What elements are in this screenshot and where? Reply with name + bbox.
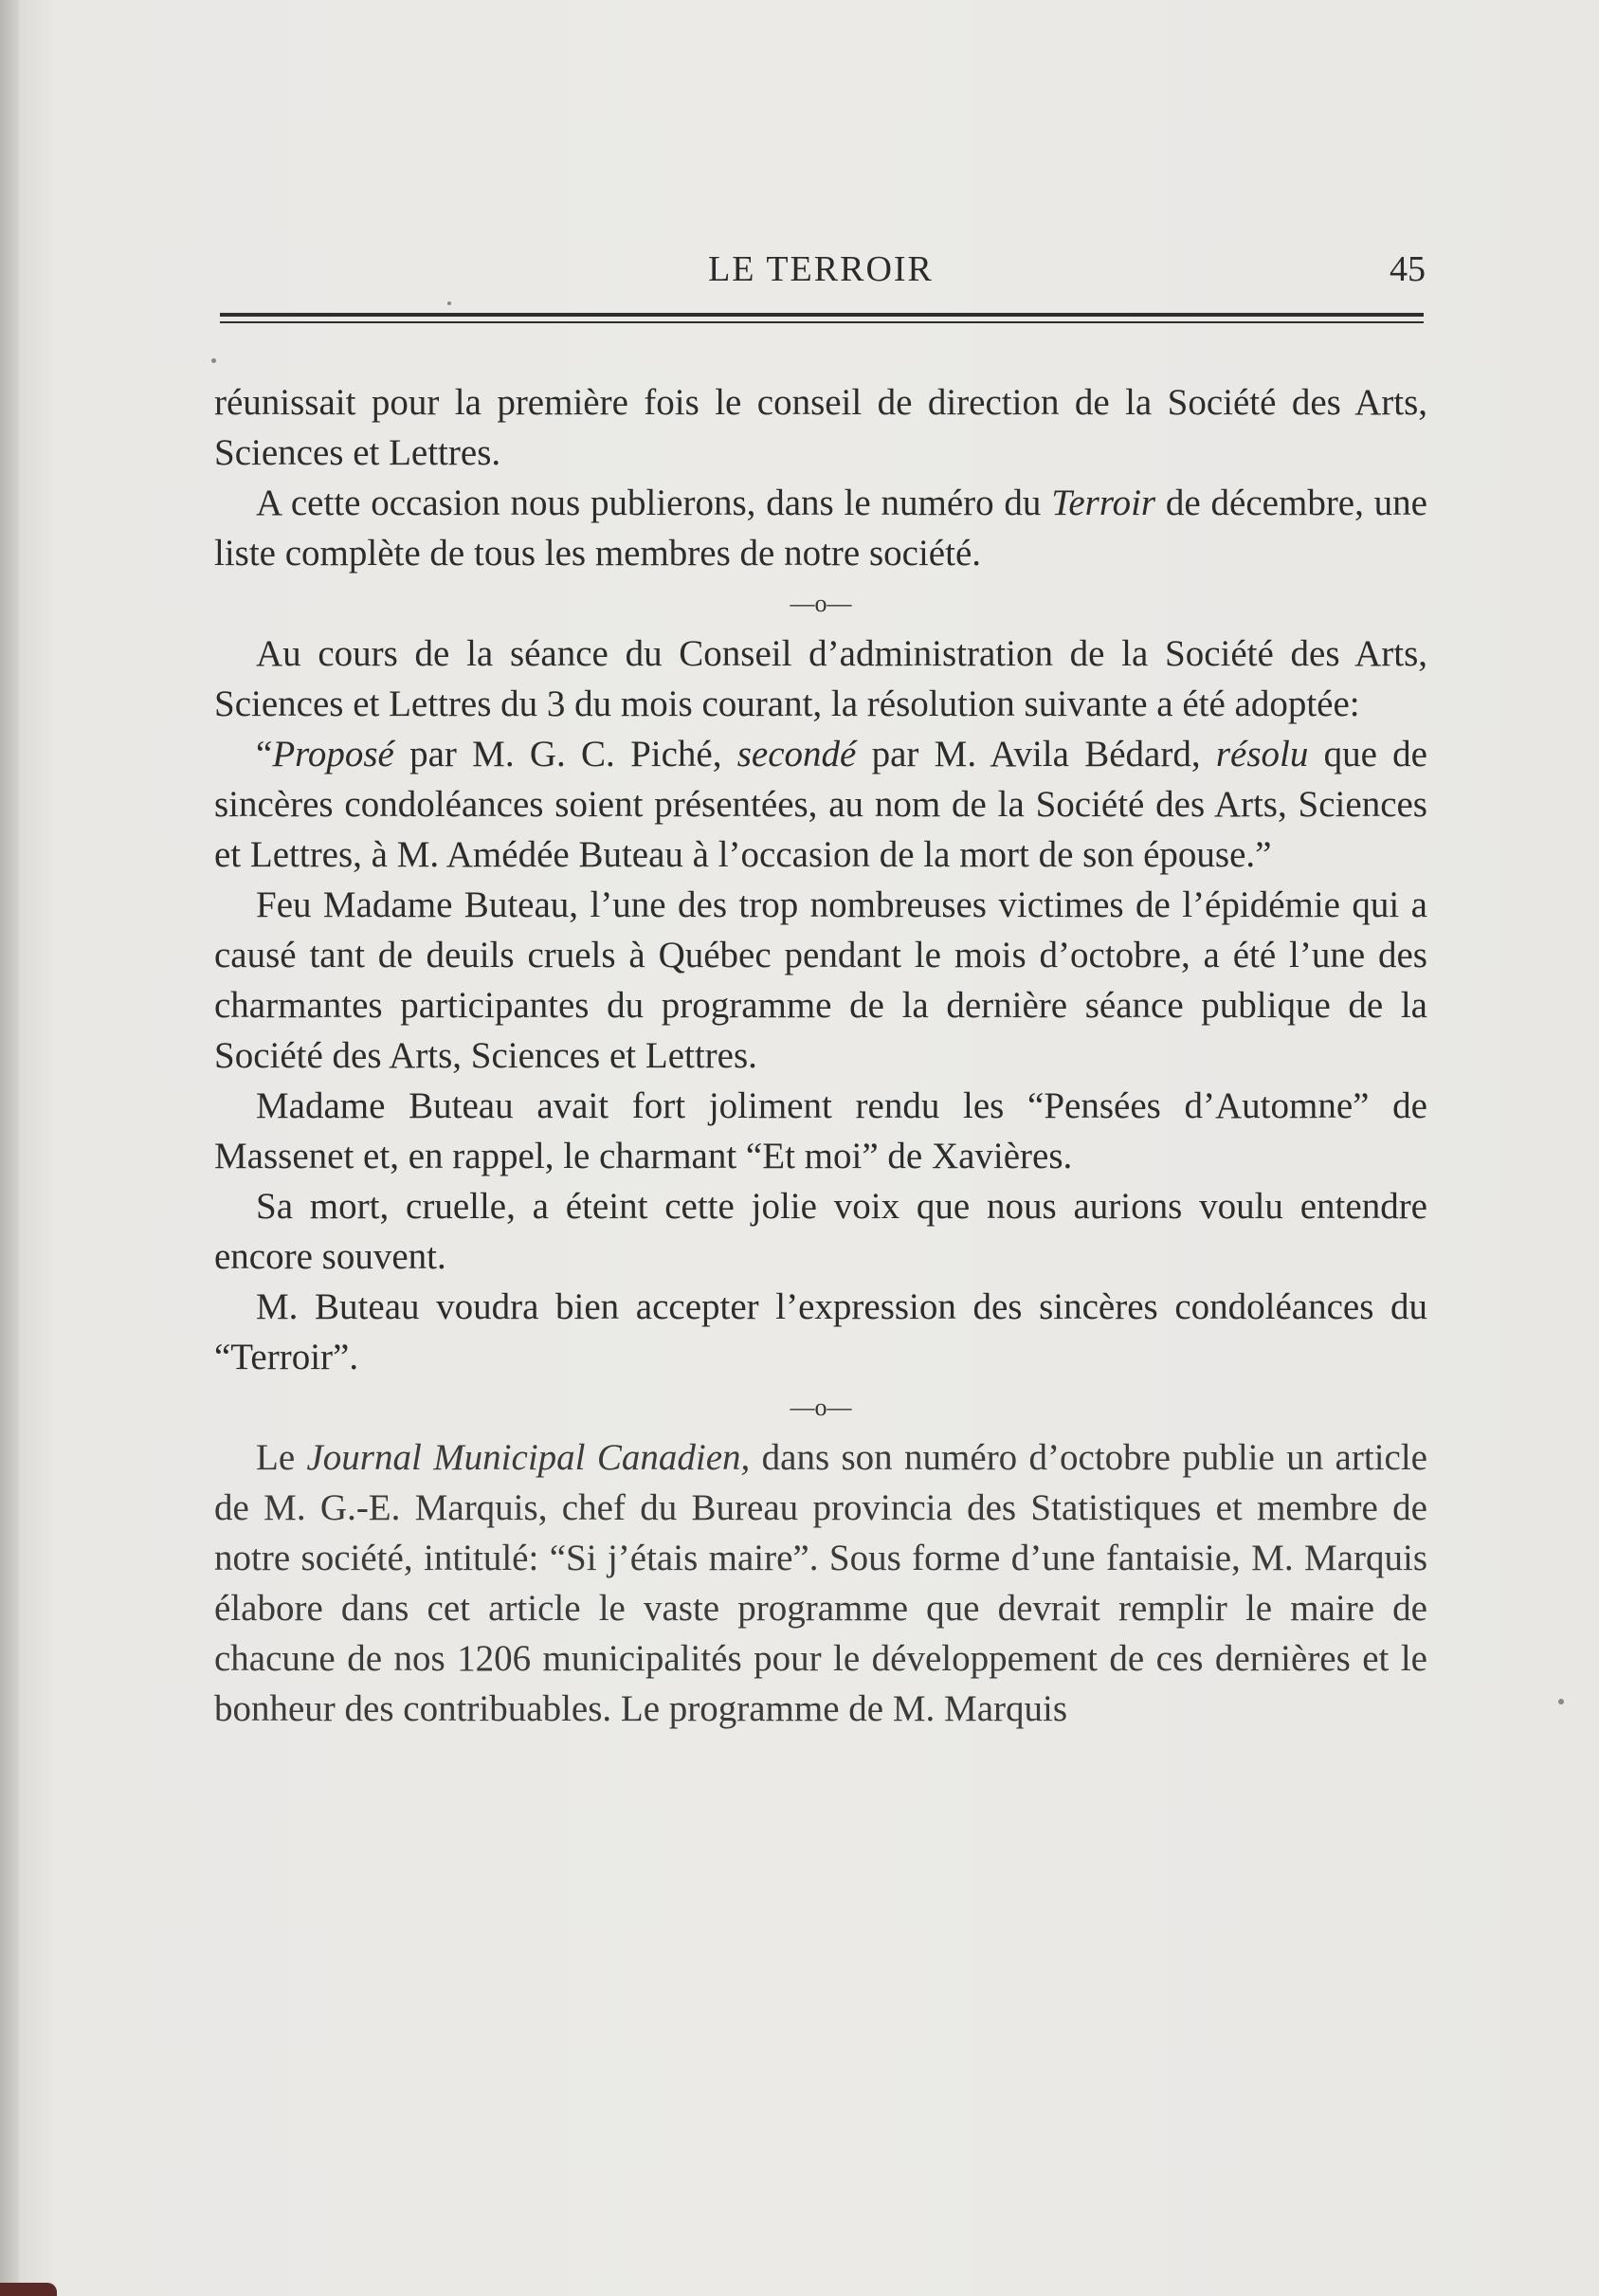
header-rule-thin [220, 321, 1424, 323]
paper-speck [1558, 1699, 1564, 1704]
paragraph-madame-buteau: Feu Madame Buteau, l’une des trop nombreuses victimes de l’épidémie qui a causé tant de deuils cruels à Québec pendant le mois d’octobre, a été l’une des charmantes participantes du programme de la dernière séance publique de la Société des Arts, Sciences et Lettres. [214, 884, 1427, 1076]
text-run: Le [256, 1437, 307, 1478]
italic-journal-title: Journal Municipal Canadien, [306, 1437, 751, 1478]
paragraph-condolences: M. Buteau voudra bien accepter l’expression des sincères condoléances du “Terroir”. [214, 1286, 1427, 1377]
text-run: de décembre, une liste complète de tous les membres de notre société. [214, 483, 1427, 574]
paragraph-council-meeting: Au cours de la séance du Conseil d’administration de la Société des Arts, Sciences et Lettres du 3 du mois courant, la résolution suivante a été adoptée: [214, 633, 1427, 724]
paper-speck [211, 358, 216, 363]
article-body [214, 377, 1427, 1734]
header-rule-thick [220, 313, 1424, 317]
italic-word-propose: Proposé [272, 734, 394, 774]
journal-title: LE TERROIR [708, 249, 934, 289]
text-run: A cette occasion nous publierons, dans le numéro du [256, 483, 1052, 523]
italic-word-resolu: résolu [1215, 734, 1309, 774]
paragraph-resolution [214, 729, 1427, 880]
running-head [216, 248, 1426, 305]
text-run: dans son numéro d’octobre publie un article de M. G.-E. Marquis, chef du Bureau provincia des Statistiques et membre de notre société, intitulé: “Si j’étais maire”. Sous forme d’une fantaisie, M. Marquis élabore dans cet article le vaste programme que devrait remplir le maire de chacune de nos 1206 municipalités pour le développement de ces dernières et le bonheur des contribuables. Le programme de M. Marquis [214, 1437, 1427, 1729]
page-number: 45 [1390, 249, 1426, 289]
text-run: “ [256, 734, 273, 774]
paragraph-continued: réunissait pour la première fois le conseil de direction de la Société des Arts, Sciences et Lettres. [214, 382, 1427, 473]
paragraph-performance: Madame Buteau avait fort joliment rendu les “Pensées d’Automne” de Massenet et, en rappel, le charmant “Et moi” de Xavières. [214, 1085, 1427, 1176]
book-cover-corner [0, 2283, 57, 2296]
page-binding-edge [0, 0, 19, 2296]
section-separator: —o— [790, 1394, 852, 1421]
text-run: par M. Avila Bédard, [856, 734, 1216, 774]
text-run: par M. G. C. Piché, [393, 734, 737, 774]
italic-journal-name: Terroir [1051, 483, 1156, 523]
paragraph-journal-municipal [214, 1432, 1427, 1734]
paragraph-her-death: Sa mort, cruelle, a éteint cette jolie voix que nous aurions voulu entendre encore souvent. [214, 1186, 1427, 1277]
section-separator: —o— [790, 590, 852, 617]
italic-word-seconde: secondé [736, 734, 857, 774]
paragraph-publication-notice [214, 478, 1427, 578]
text-run: que de sincères condoléances soient présentées, au nom de la Société des Arts, Sciences et Lettres, à M. Amédée Buteau à l’occasion de la mort de son épouse.” [214, 734, 1427, 875]
